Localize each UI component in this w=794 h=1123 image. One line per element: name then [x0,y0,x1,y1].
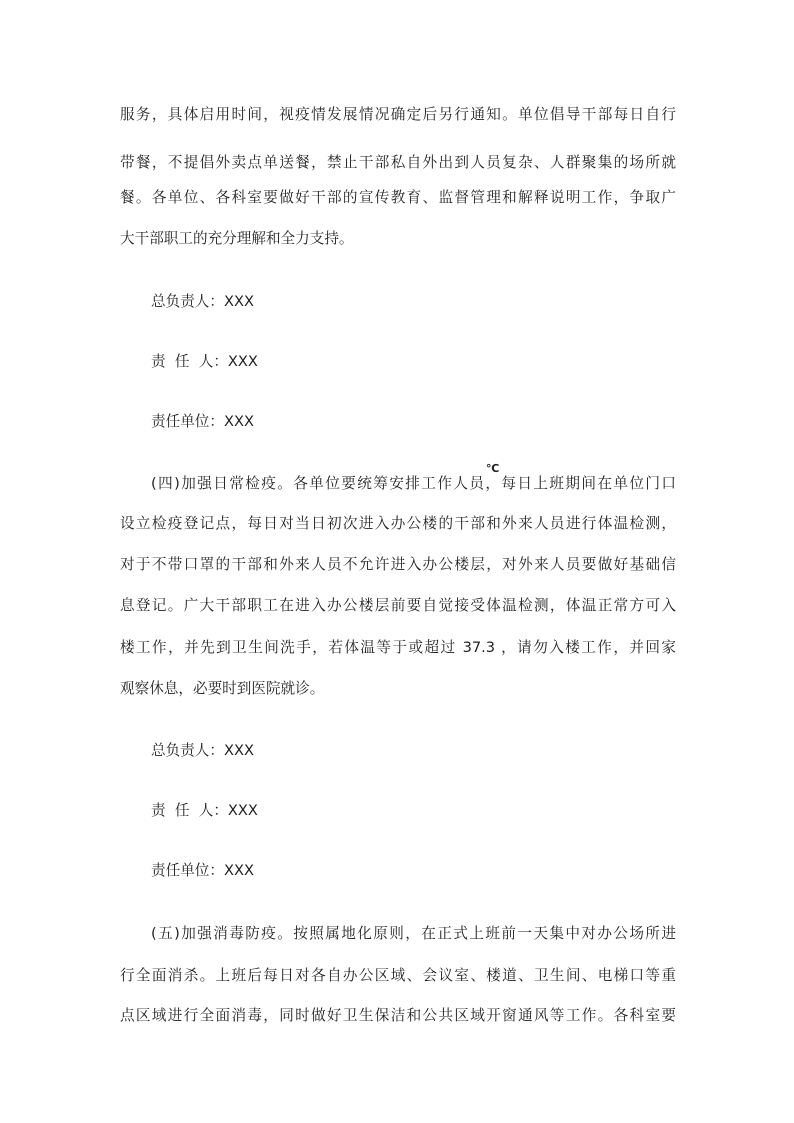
responsible-person-1: 责 任 人：XXX [151,353,258,370]
paragraph-2-line-3: 对于不带口罩的干部和外来人员不允许进入办公楼层，对外来人员要做好基础信 [120,556,676,573]
paragraph-3-line-3: 点区域进行全面消毒，同时做好卫生保洁和公共区域开窗通风等工作。各科室要 [120,1007,676,1024]
paragraph-1-line-2: 带餐，不提倡外卖点单送餐，禁止干部私自外出到人员复杂、人群聚集的场所就 [120,154,676,171]
responsible-unit-1: 责任单位：XXX [151,413,254,430]
paragraph-1-line-4: 大干部职工的充分理解和全力支持。 [120,230,354,247]
paragraph-2-line-4: 息登记。广大干部职工在进入办公楼层前要自觉接受体温检测，体温正常方可入 [120,597,676,614]
paragraph-2-line-6: 观察休息，必要时到医院就诊。 [120,680,325,697]
paragraph-2-line-2: 设立检疫登记点，每日对当日初次进入办公楼的干部和外来人员进行体温检测， [120,515,676,532]
paragraph-3-line-2: 行全面消杀。上班后每日对各自办公区域、会议室、楼道、卫生间、电梯口等重 [120,967,676,984]
paragraph-1-line-1: 服务，具体启用时间，视疫情发展情况确定后另行通知。单位倡导干部每日自行 [120,106,676,123]
paragraph-3-line-1: (五)加强消毒防疫。按照属地化原则，在正式上班前一天集中对办公场所进 [151,925,676,942]
responsible-person-2: 责 任 人：XXX [151,802,258,819]
responsible-unit-2: 责任单位：XXX [151,862,254,879]
general-responsible-1: 总负责人：XXX [151,293,254,310]
degree-celsius-symbol: ℃ [486,462,500,475]
general-responsible-2: 总负责人：XXX [151,742,254,759]
paragraph-2-line-1: (四)加强日常检疫。各单位要统筹安排工作人员，每日上班期间在单位门口 [151,475,676,492]
paragraph-1-line-3: 餐。各单位、各科室要做好干部的宣传教育、监督管理和解释说明工作，争取广 [120,189,676,206]
paragraph-2-line-5: 楼工作，并先到卫生间洗手，若体温等于或超过 37.3 ，请勿入楼工作，并回家 [120,639,676,656]
